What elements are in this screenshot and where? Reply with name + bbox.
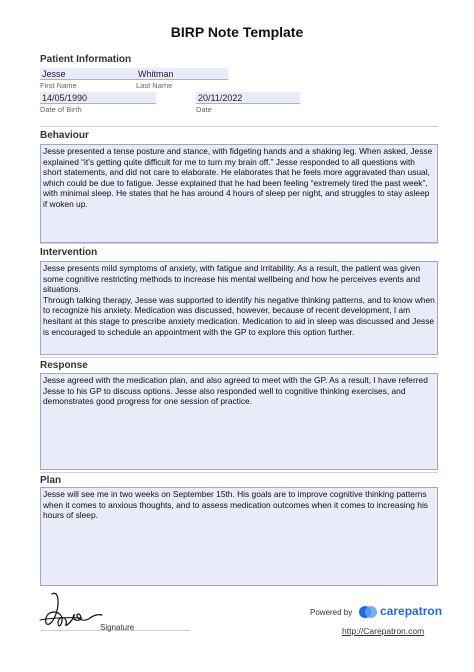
handwritten-signature — [38, 588, 108, 636]
patient-info-heading: Patient Information — [40, 54, 132, 65]
last-name-field[interactable]: Whitman — [136, 68, 228, 80]
signature-label: Signature — [100, 623, 135, 632]
last-name-label: Last Name — [136, 81, 173, 90]
date-label: Date — [196, 105, 212, 114]
powered-by-text: Powered by — [310, 608, 353, 617]
divider — [40, 126, 438, 127]
date-of-birth-label: Date of Birth — [40, 105, 82, 114]
response-heading: Response — [40, 360, 88, 371]
intervention-heading: Intervention — [40, 247, 98, 258]
date-of-birth-field[interactable]: 14/05/1990 — [40, 92, 156, 104]
intervention-text-box[interactable]: Jesse presents mild symptoms of anxiety, with fatigue and irritability. As a result, the patient was given some cognitive restricting methods to increase his mental wellbeing and how he perceives events and situations. Through talking therapy, Jesse was supported to identify his negative thinking patterns, and to know when to recognize his anxiety. Medication was discussed, however, because of recent development, I am hesitant at this stage to prescribe anxiety medication. Medication to aid in sleep was discussed and Jesse is encouraged to schedule an appointment with the GP to explore this option further. — [40, 261, 438, 355]
plan-heading: Plan — [40, 475, 62, 486]
first-name-label: First Name — [40, 81, 77, 90]
divider — [40, 243, 438, 244]
behaviour-text-box[interactable]: Jesse presented a tense posture and stance, with fidgeting hands and a shaking leg. When asked, Jesse explained “it’s getting quite difficult for me to turn my brain off.” Jesse responded to all questions with short statements, and did not care to elaborate. He elaborates that he feels more aggravated than usual, which could be due to fatigue. Jesse explained that he had been feeling “extremely tired the past week”, with minimal sleep. He states that he has around 4 hours of sleep per night, and struggles to stay asleep if woken up. — [40, 144, 438, 243]
page-title: BIRP Note Template — [170, 24, 304, 40]
date-field[interactable]: 20/11/2022 — [196, 92, 300, 104]
divider — [40, 357, 438, 358]
carepatron-logo-icon — [358, 603, 378, 621]
carepatron-link[interactable]: http://Carepatron.com — [342, 626, 425, 636]
first-name-field[interactable]: Jesse — [40, 68, 136, 80]
divider — [40, 472, 438, 473]
behaviour-heading: Behaviour — [40, 130, 89, 141]
carepatron-brand-name: carepatron — [380, 604, 443, 618]
response-text-box[interactable]: Jesse agreed with the medication plan, and also agreed to meet with the GP. As a result, I have referred Jesse to his GP to discuss options. Jesse also responded well to cognitive thinking exercises, and demonstrates good progress for one session of practice. — [40, 373, 438, 470]
plan-text-box[interactable]: Jesse will see me in two weeks on September 15th. His goals are to improve cognitive thinking patterns when it comes to anxious thoughts, and to assess medication outcomes when it comes to increasing his hours of sleep. — [40, 487, 438, 586]
